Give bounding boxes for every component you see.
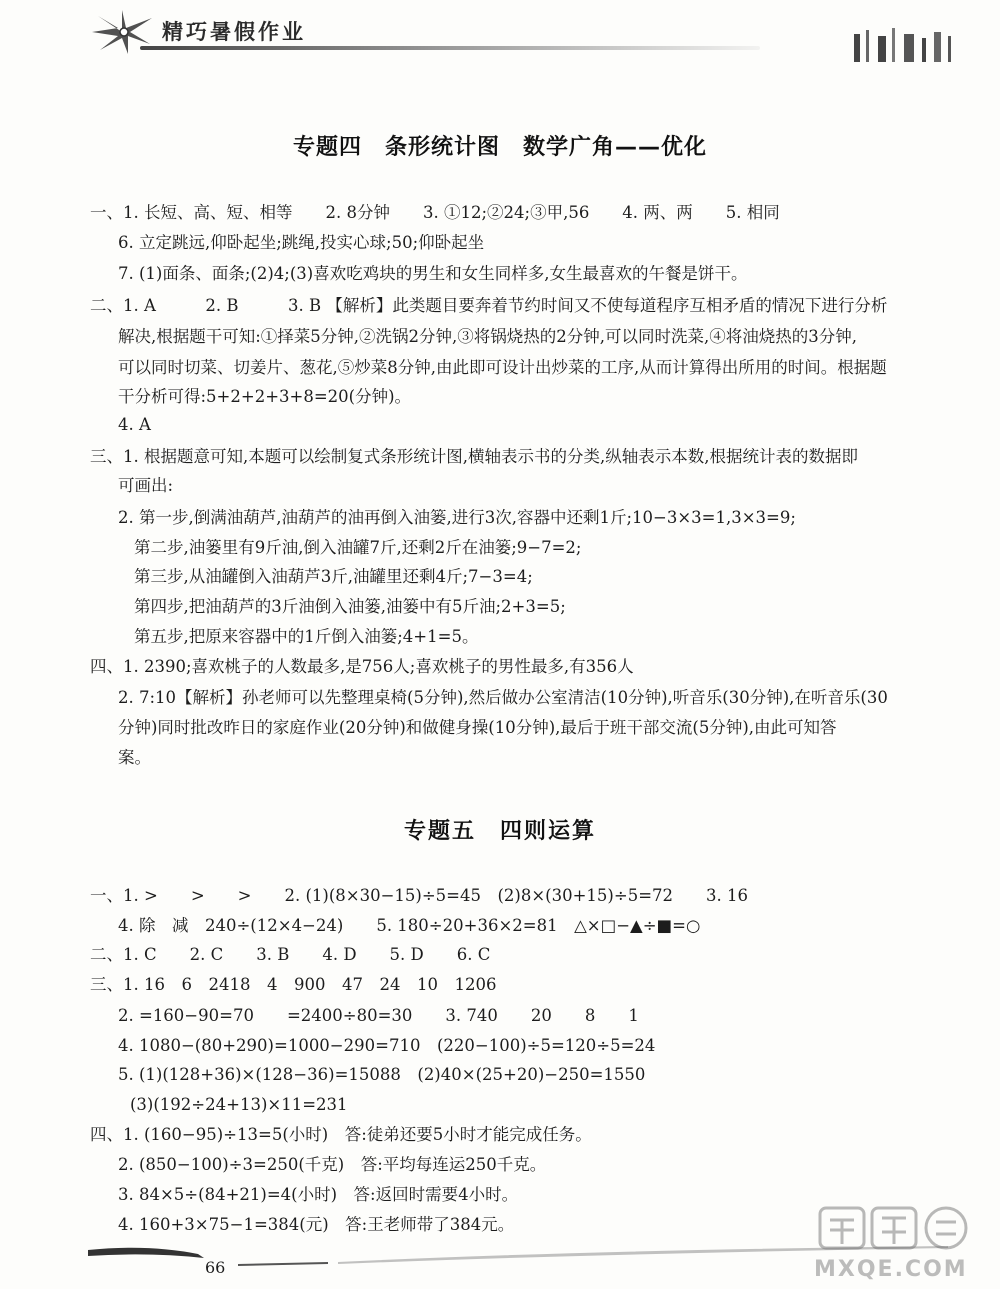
answer-line: 7. (1)面条、面条;(2)4;(3)喜欢吃鸡块的男生和女生同样多,女生最喜欢的午餐是饼干。 <box>118 264 748 283</box>
answer-line: 分钟)同时批改昨日的家庭作业(20分钟)和做健身操(10分钟),最后于班干部交流(5分钟),由此可知答 <box>118 718 837 737</box>
answer-line: 解决,根据题干可知:①择菜5分钟,②洗锅2分钟,③将锅烧热的2分钟,可以同时洗菜,④将油烧热的3分钟, <box>118 327 858 346</box>
answer-line: 一、1. 长短、高、短、相等 2. 8分钟 3. ①12;②24;③甲,56 4. 两、两 5. 相同 <box>90 203 780 222</box>
header-deco-bars-icon <box>852 26 962 66</box>
svg-text:MXQE.COM: MXQE.COM <box>814 1257 968 1282</box>
answer-line: 2. =160−90=70 =2400÷80=30 3. 740 20 8 1 <box>118 1006 639 1025</box>
answer-line: 2. 第一步,倒满油葫芦,油葫芦的油再倒入油篓,进行3次,容器中还剩1斤;10−3×3=1,3×3=9; <box>118 508 796 527</box>
answer-line: 可以同时切菜、切姜片、葱花,⑤炒菜8分钟,由此即可设计出炒菜的工序,从而计算得出所用的时间。根据题 <box>118 358 887 377</box>
answer-line: 三、1. 根据题意可知,本题可以绘制复式条形统计图,横轴表示书的分类,纵轴表示本数,根据统计表的数据即 <box>90 447 858 466</box>
answer-line: 干分析可得:5+2+2+3+8=20(分钟)。 <box>118 387 412 406</box>
answer-line: 可画出: <box>118 476 174 495</box>
answer-line: 2. (850−100)÷3=250(千克) 答:平均每连运250千克。 <box>118 1155 547 1174</box>
watermark-logo <box>800 1200 990 1285</box>
section-title-topic-4: 专题四 条形统计图 数学广角——优化 <box>292 135 707 160</box>
answer-line: 第四步,把油葫芦的3斤油倒入油篓,油篓中有5斤油;2+3=5; <box>134 597 566 616</box>
section-title-topic-5: 专题五 四则运算 <box>403 819 596 844</box>
answer-line: 四、1. (160−95)÷13=5(小时) 答:徒弟还要5小时才能完成任务。 <box>90 1125 592 1144</box>
answer-line: 二、1. A 2. B 3. B 【解析】此类题目要奔着节约时间又不使每道程序互相矛盾的情况下进行分析 <box>90 296 888 315</box>
answer-line: 案。 <box>118 748 151 767</box>
header-rule <box>140 46 760 50</box>
answer-line: 四、1. 2390;喜欢桃子的人数最多,是756人;喜欢桃子的男性最多,有356人 <box>90 657 634 676</box>
answer-line: 4. 160+3×75−1=384(元) 答:王老师带了384元。 <box>118 1215 515 1234</box>
page-header <box>80 6 980 66</box>
page-number: 66 <box>205 1258 226 1277</box>
answer-line: 第三步,从油罐倒入油葫芦3斤,油罐里还剩4斤;7−3=4; <box>134 567 533 586</box>
answer-line: 4. 除 减 240÷(12×4−24) 5. 180÷20+36×2=81 △×□−▲÷■=○ <box>118 916 701 935</box>
answer-line: 二、1. C 2. C 3. B 4. D 5. D 6. C <box>90 945 491 964</box>
answer-line: 6. 立定跳远,仰卧起坐;跳绳,投实心球;50;仰卧起坐 <box>118 233 485 252</box>
answer-line: 第二步,油篓里有9斤油,倒入油罐7斤,还剩2斤在油篓;9−7=2; <box>134 538 582 557</box>
answer-line: 三、1. 16 6 2418 4 900 47 24 10 1206 <box>90 975 497 994</box>
answer-line: 4. 1080−(80+290)=1000−290=710 (220−100)÷5=120÷5=24 <box>118 1036 656 1055</box>
answer-line: 2. 7:10【解析】孙老师可以先整理桌椅(5分钟),然后做办公室清洁(10分钟),听音乐(30分钟),在听音乐(30 <box>118 688 888 707</box>
answer-line: (3)(192÷24+13)×11=231 <box>130 1095 348 1114</box>
answer-line: 4. A <box>118 415 151 434</box>
answer-line: 第五步,把原来容器中的1斤倒入油篓;4+1=5。 <box>134 627 479 646</box>
book-title: 精巧暑假作业 <box>162 20 306 44</box>
answer-line: 一、1. > > > 2. (1)(8×30−15)÷5=45 (2)8×(30+15)÷5=72 3. 16 <box>90 886 748 905</box>
answer-line: 5. (1)(128+36)×(128−36)=15088 (2)40×(25+20)−250=1550 <box>118 1065 646 1084</box>
answer-line: 3. 84×5÷(84+21)=4(小时) 答:返回时需要4小时。 <box>118 1185 519 1204</box>
